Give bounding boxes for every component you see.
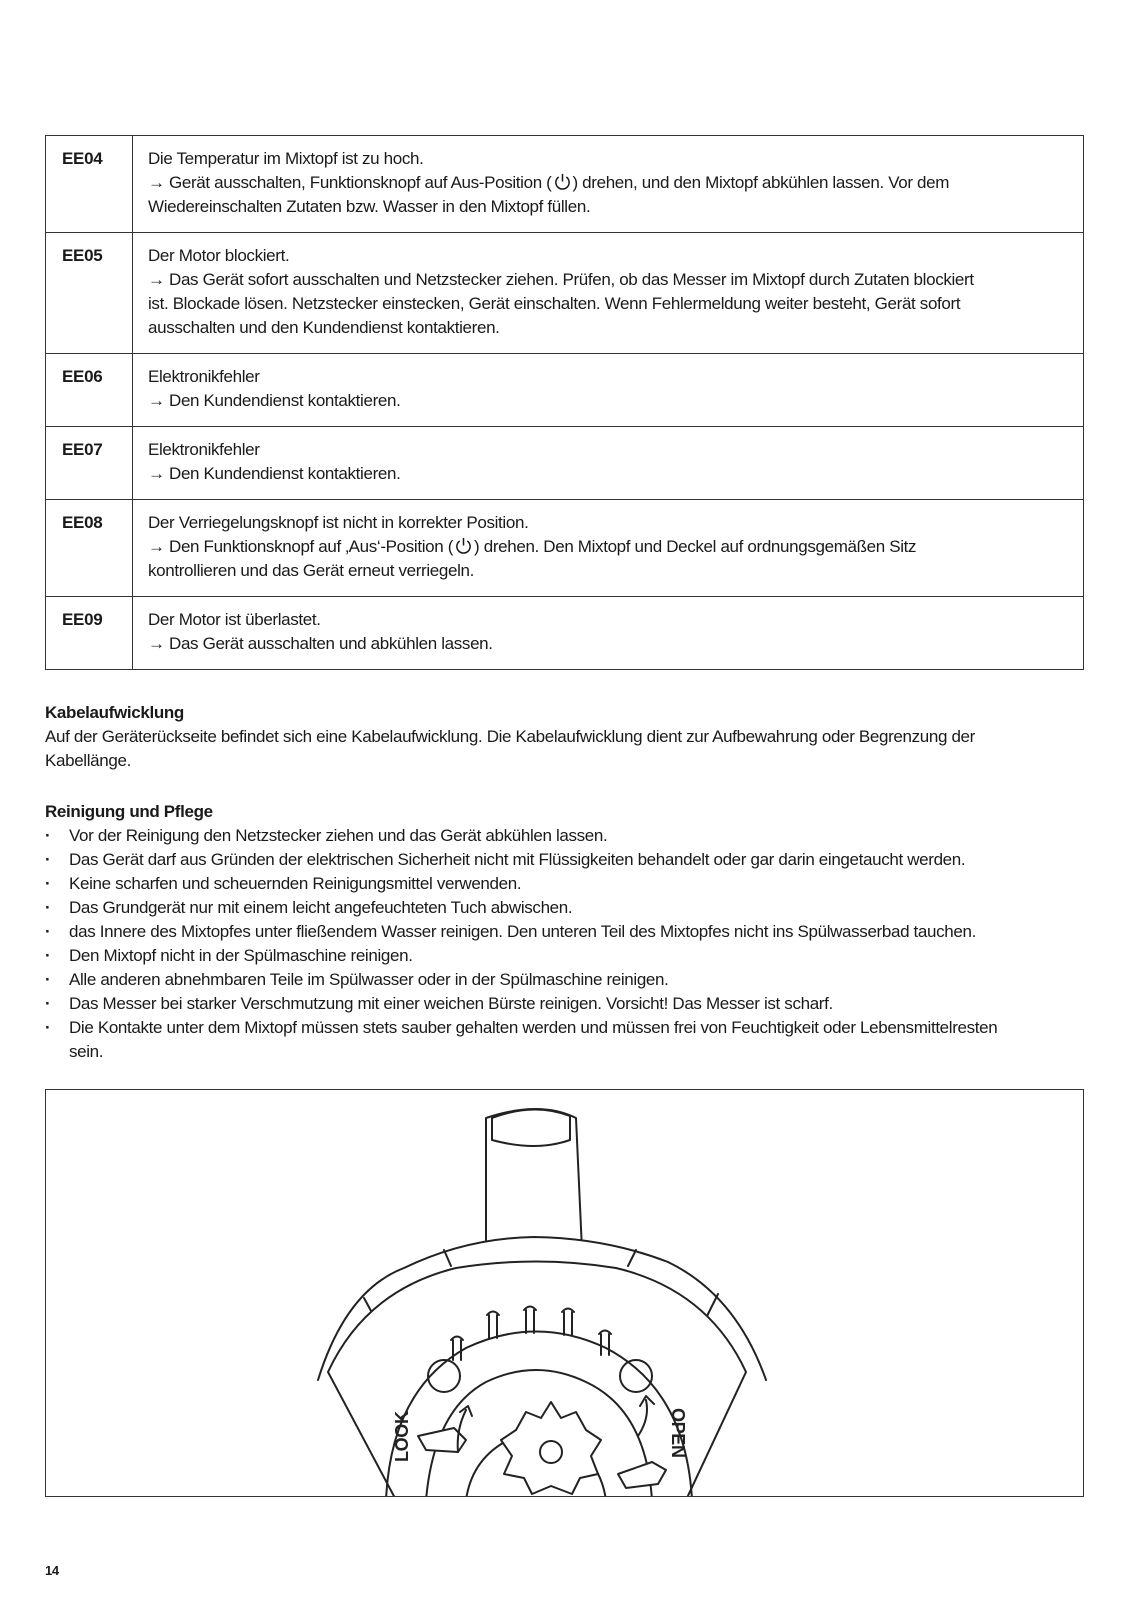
- error-description-line: Wiedereinschalten Zutaten bzw. Wasser in den Mixtopf füllen.: [148, 197, 591, 216]
- error-code: EE07: [46, 427, 133, 500]
- error-row: [46, 233, 1084, 354]
- error-code: EE09: [46, 597, 133, 670]
- error-code-table: [45, 135, 1084, 670]
- error-description: [133, 233, 1084, 354]
- error-description-line: Elektronikfehler: [148, 367, 260, 386]
- cleaning-item-line: · Das Messer bei starker Verschmutzung mit einer weichen Bürste reinigen. Vorsicht! Das Messer ist scharf.: [69, 994, 833, 1013]
- error-description-line: ist. Blockade lösen. Netzstecker einstecken, Gerät einschalten. Wenn Fehlermeldung weiter besteht, Gerät sofort: [148, 294, 961, 313]
- error-code: EE08: [46, 500, 133, 597]
- cable-heading: Kabelaufwicklung: [45, 703, 184, 722]
- open-label: OPEN: [668, 1408, 688, 1458]
- error-description-line: Die Temperatur im Mixtopf ist zu hoch.: [148, 149, 424, 168]
- cleaning-section: [45, 800, 1085, 1064]
- cleaning-item-line: · Keine scharfen und scheuernden Reinigungsmittel verwenden.: [69, 874, 522, 893]
- cable-section: [45, 701, 1085, 773]
- page-number: 14: [45, 1563, 59, 1578]
- error-description-line: Elektronikfehler: [148, 440, 260, 459]
- cleaning-item: [45, 848, 1085, 872]
- error-description-line: Der Verriegelungsknopf ist nicht in korrekter Position.: [148, 513, 529, 532]
- cleaning-item: [45, 824, 1085, 848]
- cable-text-line-2: Kabellänge.: [45, 751, 131, 770]
- error-description-line: [148, 535, 1067, 559]
- cleaning-item-line: · Alle anderen abnehmbaren Teile im Spülwasser oder in der Spülmaschine reinigen.: [69, 970, 669, 989]
- cleaning-heading: Reinigung und Pflege: [45, 802, 213, 821]
- error-description-line: ausschalten und den Kundendienst kontaktieren.: [148, 318, 500, 337]
- error-description: [133, 354, 1084, 427]
- error-description-line: → Den Kundendienst kontaktieren.: [148, 464, 401, 483]
- cleaning-item-line: · Das Grundgerät nur mit einem leicht angefeuchteten Tuch abwischen.: [69, 898, 573, 917]
- error-code: EE04: [46, 136, 133, 233]
- cleaning-item: [45, 944, 1085, 968]
- cleaning-item-line: sein.: [69, 1042, 104, 1061]
- mixer-column-cap: [492, 1109, 570, 1146]
- cable-text-line-1: Auf der Geräterückseite befindet sich eine Kabelaufwicklung. Die Kabelaufwicklung dient zur Aufbewahrung oder Begrenzung der: [45, 727, 975, 746]
- cleaning-item-line: · Vor der Reinigung den Netzstecker ziehen und das Gerät abkühlen lassen.: [69, 826, 608, 845]
- cleaning-item: [45, 1016, 1085, 1064]
- cleaning-item-line: · Die Kontakte unter dem Mixtopf müssen stets sauber gehalten werden und müssen frei von Feuchtigkeit oder Lebensmittelresten: [69, 1018, 998, 1037]
- cleaning-illustration: [45, 1089, 1084, 1497]
- error-description-line: Der Motor ist überlastet.: [148, 610, 321, 629]
- cleaning-item: [45, 872, 1085, 896]
- lock-label: LOOK: [392, 1411, 412, 1462]
- error-row: [46, 136, 1084, 233]
- error-text-before-icon: → Den Funktionsknopf auf ‚Aus‘-Position (: [148, 537, 454, 556]
- error-row: [46, 354, 1084, 427]
- error-text-before-icon: → Gerät ausschalten, Funktionsknopf auf Aus-Position (: [148, 173, 552, 192]
- cleaning-item-line: · Das Gerät darf aus Gründen der elektrischen Sicherheit nicht mit Flüssigkeiten behandelt oder gar darin eingetaucht werden.: [69, 850, 966, 869]
- error-description-line: kontrollieren und das Gerät erneut verriegeln.: [148, 561, 474, 580]
- cleaning-item: [45, 896, 1085, 920]
- error-description-line: [148, 171, 1067, 195]
- error-row: [46, 427, 1084, 500]
- error-code: EE05: [46, 233, 133, 354]
- cleaning-list: [45, 824, 1085, 1064]
- error-row: [46, 597, 1084, 670]
- power-icon: [553, 172, 572, 191]
- error-description: [133, 427, 1084, 500]
- error-description: [133, 500, 1084, 597]
- error-code: EE06: [46, 354, 133, 427]
- error-description: [133, 136, 1084, 233]
- error-description: [133, 597, 1084, 670]
- cleaning-item: [45, 920, 1085, 944]
- error-row: [46, 500, 1084, 597]
- error-description-line: → Das Gerät sofort ausschalten und Netzstecker ziehen. Prüfen, ob das Messer im Mixtopf durch Zutaten blockiert: [148, 270, 974, 289]
- mixer-base-drawing: [46, 1090, 1084, 1497]
- error-text-after-icon: ) drehen, und den Mixtopf abkühlen lassen. Vor dem: [572, 173, 950, 192]
- error-description-line: Der Motor blockiert.: [148, 246, 290, 265]
- error-description-line: → Das Gerät ausschalten und abkühlen lassen.: [148, 634, 493, 653]
- error-text-after-icon: ) drehen. Den Mixtopf und Deckel auf ordnungsgemäßen Sitz: [474, 537, 917, 556]
- cleaning-item: [45, 968, 1085, 992]
- error-description-line: → Den Kundendienst kontaktieren.: [148, 391, 401, 410]
- cleaning-item-line: · das Innere des Mixtopfes unter fließendem Wasser reinigen. Den unteren Teil des Mixtopfes nicht ins Spülwasserbad tauchen.: [69, 922, 976, 941]
- cleaning-item-line: · Den Mixtopf nicht in der Spülmaschine reinigen.: [69, 946, 413, 965]
- cleaning-item: [45, 992, 1085, 1016]
- power-icon: [454, 536, 473, 555]
